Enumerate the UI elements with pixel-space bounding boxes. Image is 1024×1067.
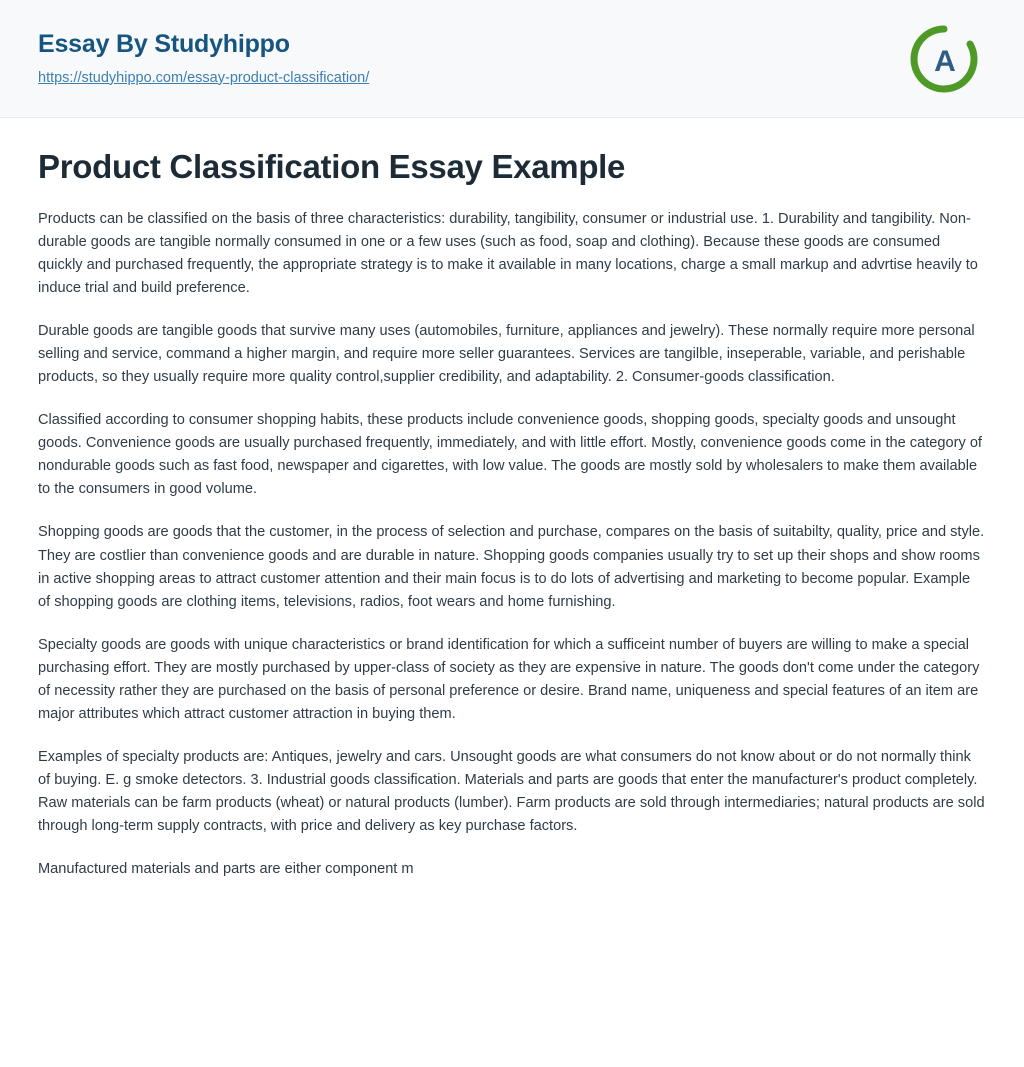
site-header bbox=[0, 0, 1024, 118]
paragraph: Examples of specialty products are: Antiques, jewelry and cars. Unsought goods are what consumers do not know about or do not normally think of buying. E. g smoke detectors. 3. Industrial goods classification. Materials and parts are goods that enter the manufacturer's product completely. Raw materials can be farm products (wheat) or natural products (lumber). Farm products are sold through intermediaries; natural products are sold through long-term supply contracts, with price and delivery as key purchase factors. bbox=[38, 748, 985, 834]
site-title: Essay By Studyhippo bbox=[38, 29, 290, 58]
article-body bbox=[0, 118, 1024, 881]
paragraph: Specialty goods are goods with unique characteristics or brand identification for which a sufficeint number of buyers are willing to make a special purchasing effort. They are mostly purchased by upper-class of society as they are expensive in nature. The goods don't come under the category of necessity rather they are purchased on the basis of personal preference or desire. Brand name, uniqueness and special features of an item are major attributes which attract customer attraction in buying them. bbox=[38, 636, 980, 722]
svg-text:A: A bbox=[934, 44, 956, 78]
header-text-block bbox=[38, 29, 370, 86]
paragraph: Manufactured materials and parts are either component m bbox=[38, 861, 414, 878]
paragraph: Products can be classified on the basis of three characteristics: durability, tangibility, consumer or industrial use. 1. Durability and tangibility. Non-durable goods are tangible normally consumed in one or a few uses (such as food, soap and clothing). Because these goods are consumed quickly and purchased frequently, the appropriate strategy is to make it available in many locations, charge a small markup and advrtise heavily to induce trial and build preference. bbox=[38, 210, 978, 297]
letter-a-circle-logo-icon bbox=[908, 23, 980, 95]
source-url-link[interactable]: https://studyhippo.com/essay-product-classification/ bbox=[38, 69, 370, 86]
paragraph: Durable goods are tangible goods that survive many uses (automobiles, furniture, appliances and jewelry). These normally require more personal selling and service, command a higher margin, and require more seller guarantees. Services are tangilble, inseperable, variable, and perishable products, so they usually require more quality control,supplier credibility, and adaptability. 2. Consumer-goods classification. bbox=[38, 323, 975, 386]
page-title: Product Classification Essay Example bbox=[38, 148, 626, 185]
paragraph: Shopping goods are goods that the customer, in the process of selection and purchase, compares on the basis of suitabilty, quality, price and style. They are costlier than convenience goods and are durable in nature. Shopping goods companies usually try to set up their shops and show rooms in active shopping areas to attract customer attention and their main focus is to do lots of advertising and marketing to become popular. Example of shopping goods are clothing items, televisions, radios, foot wears and home furnishing. bbox=[38, 524, 985, 610]
paragraph: Classified according to consumer shopping habits, these products include convenience goods, shopping goods, specialty goods and unsought goods. Convenience goods are usually purchased frequently, immediately, and with little effort. Mostly, convenience goods come in the category of nondurable goods such as fast food, newspaper and cigarettes, with low value. The goods are mostly sold by wholesalers to make them available to the consumers in good volume. bbox=[38, 412, 982, 498]
